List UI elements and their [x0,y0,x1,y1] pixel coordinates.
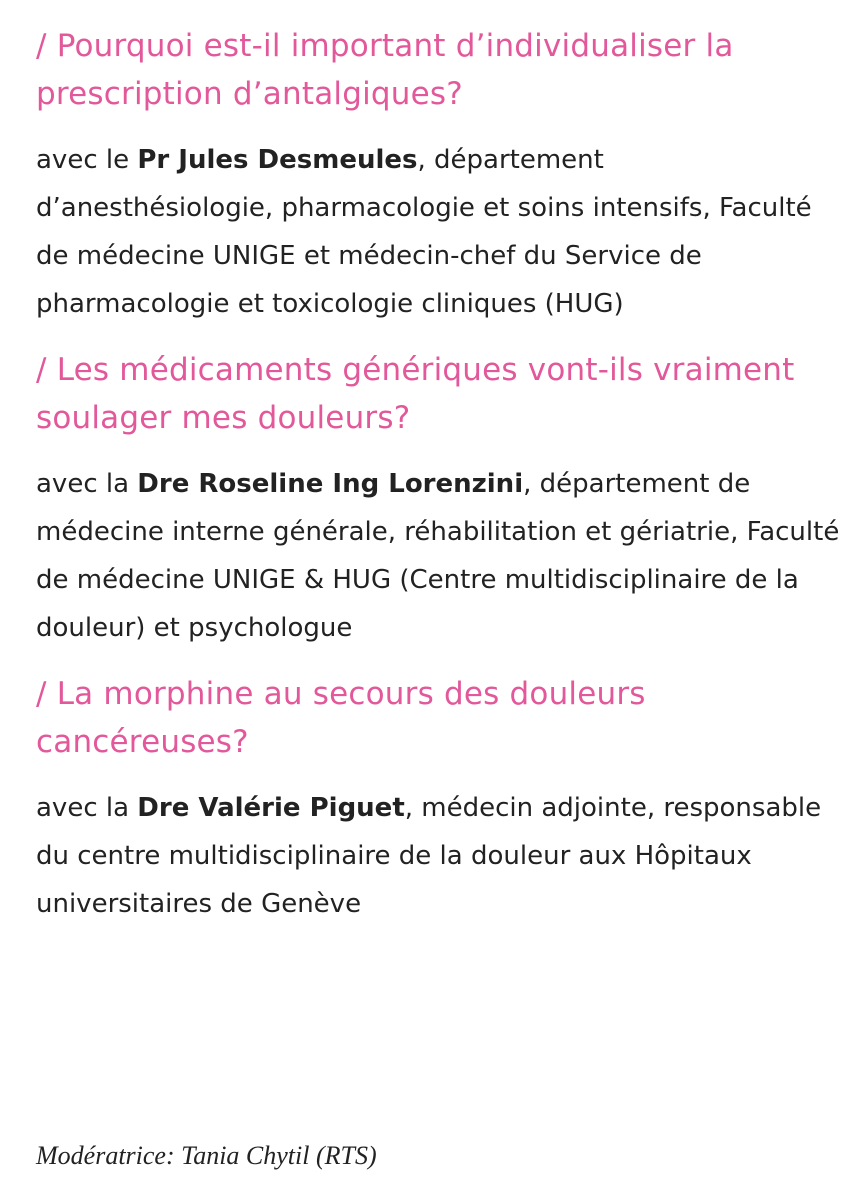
session-1 [36,22,841,328]
session-3-speaker-prefix: avec la [36,793,138,823]
session-2-question: / Les médicaments génériques vont-ils vraiment soulager mes douleurs? [36,352,795,436]
session-3-question: / La morphine au secours des douleurs cancéreuses? [36,676,646,760]
session-2-speaker [36,460,841,652]
session-1-speaker-prefix: avec le [36,145,138,175]
session-2-speaker-details: , département de médecine interne générale, réhabilitation et gériatrie, Faculté de médecine UNIGE & HUG (Centre multidisciplinaire de la douleur) et psychologue [36,469,840,643]
moderator-credit: Modératrice: Tania Chytil (RTS) [36,1141,377,1170]
session-1-question: / Pourquoi est-il important d’individualiser la prescription d’antalgiques? [36,28,734,112]
session-3 [36,670,841,928]
session-3-speaker-name: Dre Valérie Piguet [137,793,405,823]
session-2-speaker-prefix: avec la [36,469,138,499]
session-2 [36,346,841,652]
session-2-speaker-name: Dre Roseline Ing Lorenzini [137,469,524,499]
session-3-speaker-details: , médecin adjointe, responsable du centre multidisciplinaire de la douleur aux Hôpitaux universitaires de Genève [36,793,822,919]
session-1-speaker-details: , département d’anesthésiologie, pharmacologie et soins intensifs, Faculté de médecine UNIGE et médecin-chef du Service de pharmacologie et toxicologie cliniques (HUG) [36,145,812,319]
session-1-speaker-name: Pr Jules Desmeules [137,145,418,175]
session-3-speaker [36,784,841,928]
session-1-speaker [36,136,841,328]
